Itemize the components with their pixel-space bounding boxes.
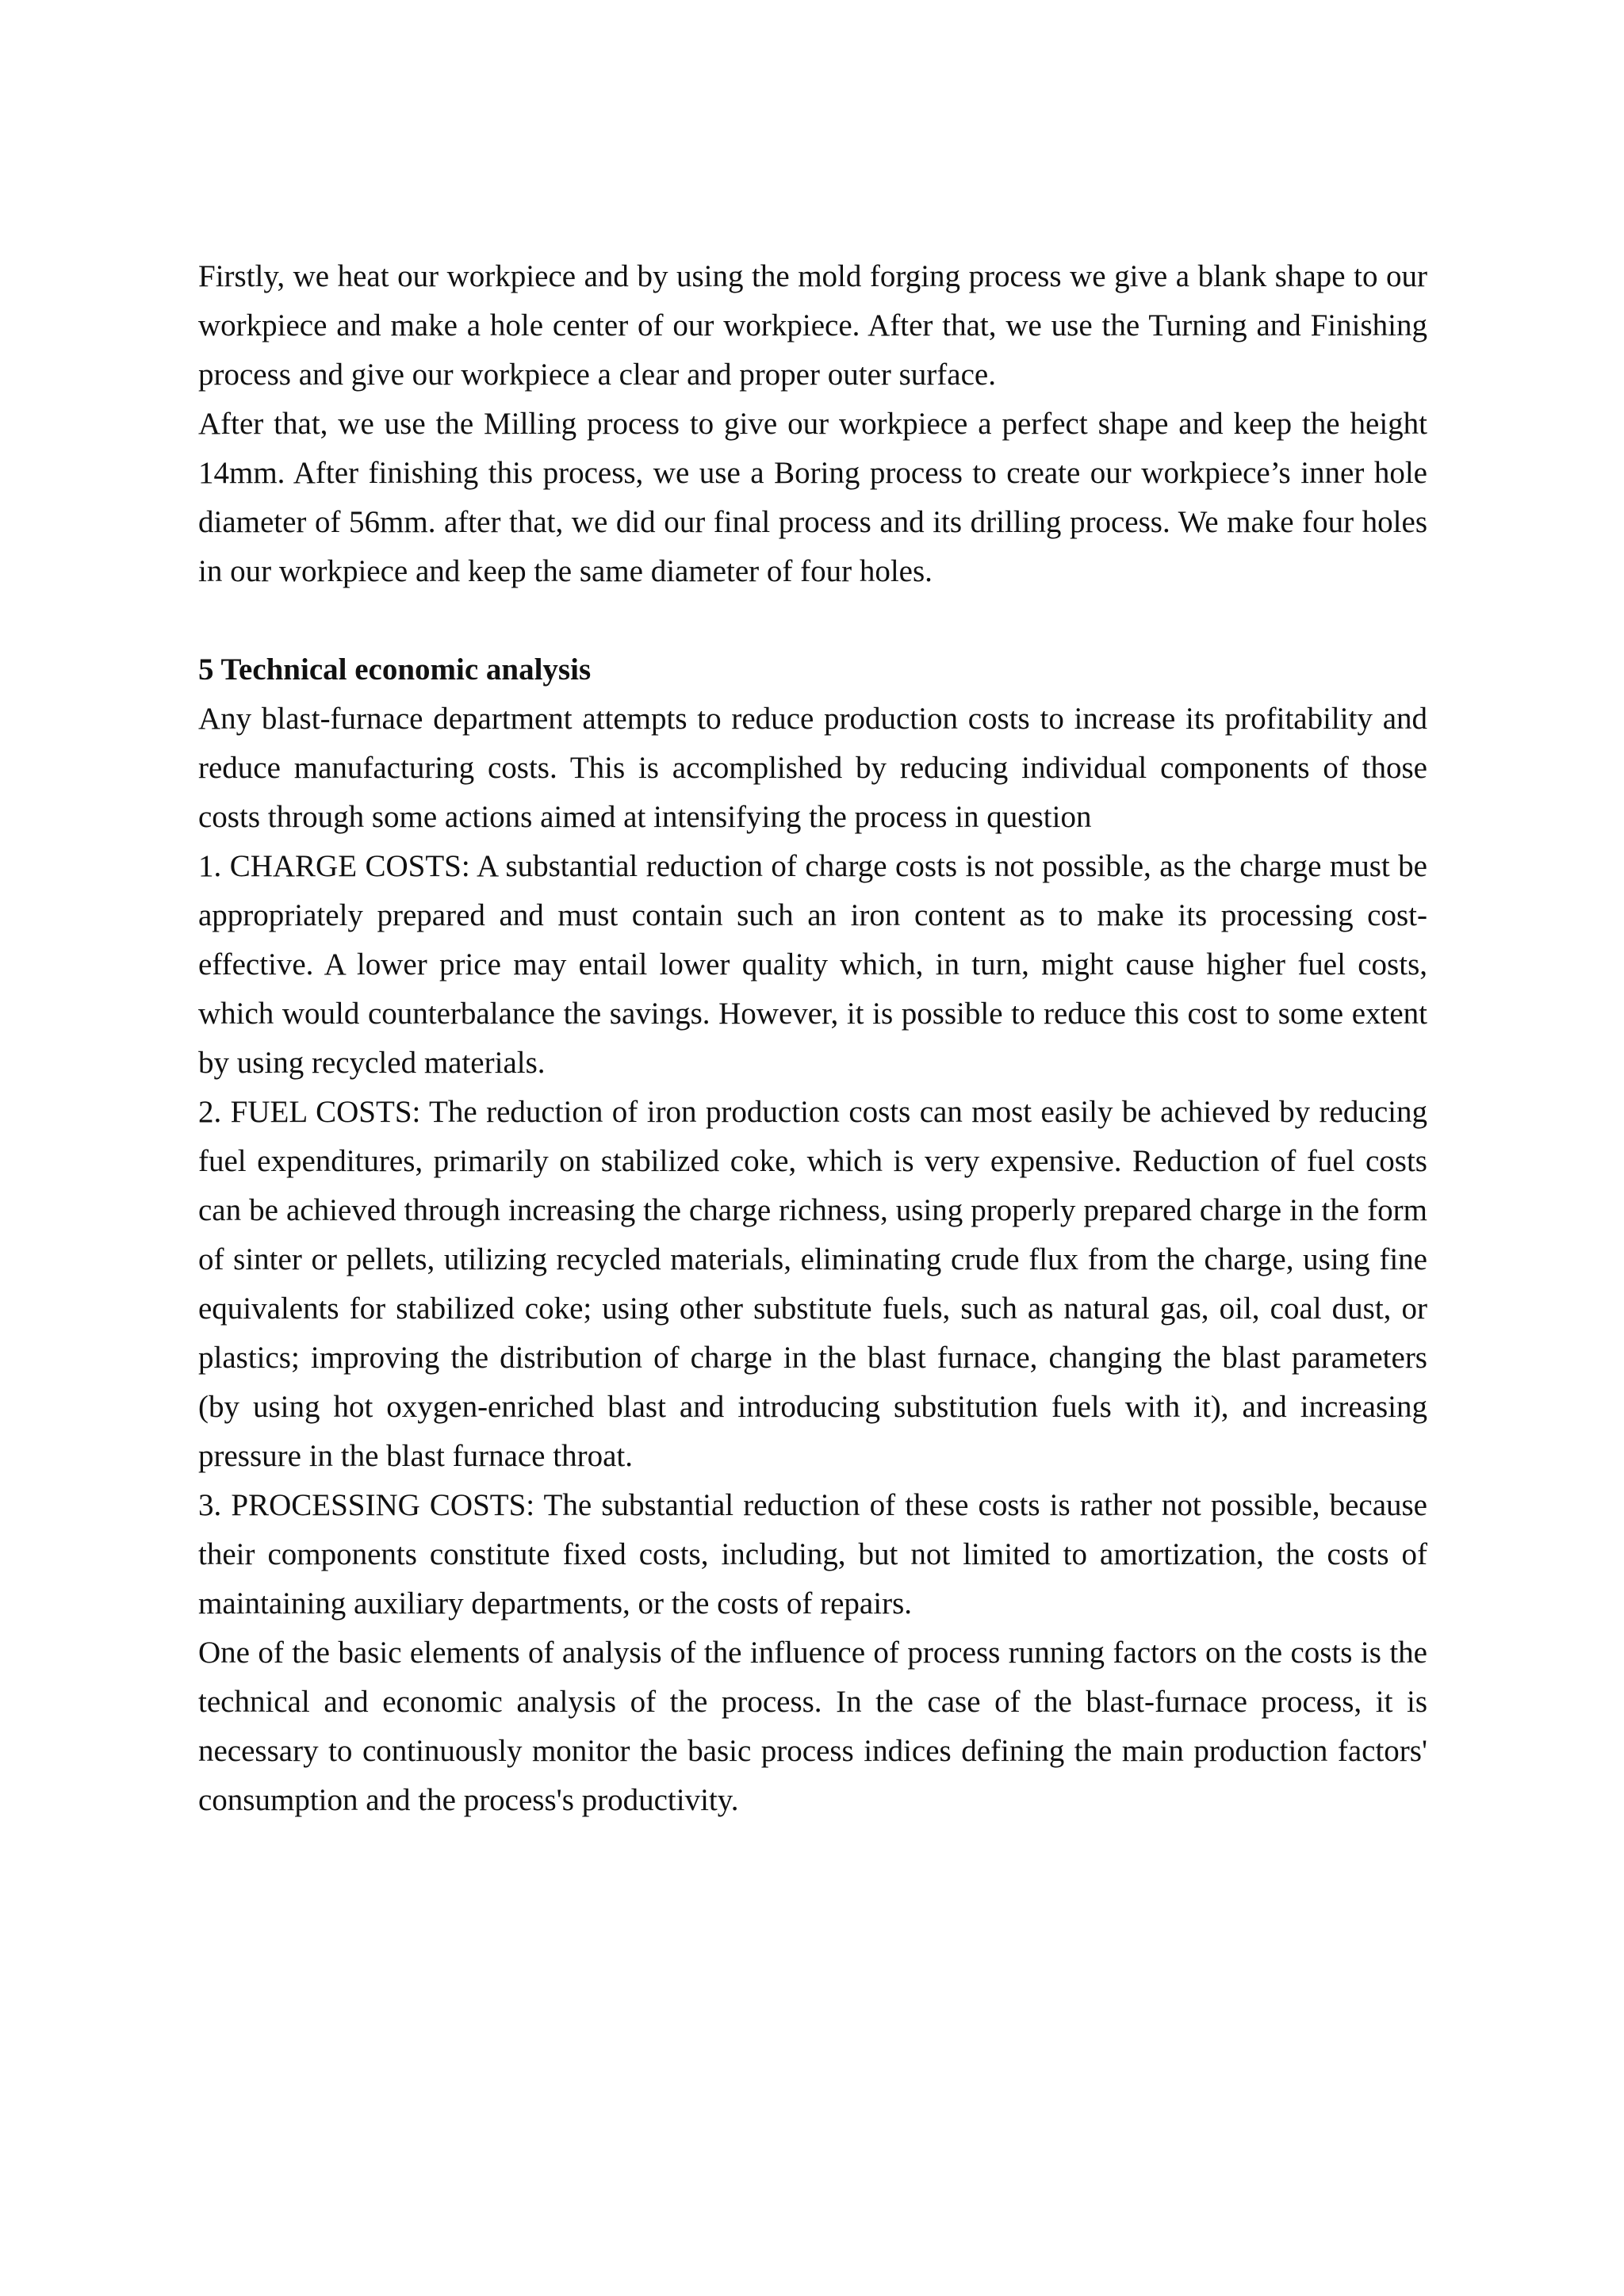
paragraph-processing-costs: 3. PROCESSING COSTS: The substantial reduction of these costs is rather not possible, because their components constitute fixed costs, including, but not limited to amortization, the costs of maintaining auxiliary departments, or the costs of repairs.: [198, 1488, 1427, 1621]
paragraph-charge-costs: 1. CHARGE COSTS: A substantial reduction of charge costs is not possible, as the charge must be appropriately prepared and must contain such an iron content as to make its processing cost-effective. A lower price may entail lower quality which, in turn, might cause higher fuel costs, which would counterbalance the savings. However, it is possible to reduce this cost to some extent by using recycled materials.: [198, 849, 1427, 1080]
paragraph-technical-economic-analysis: One of the basic elements of analysis of the influence of process running factors on the costs is the technical and economic analysis of the process. In the case of the blast-furnace process, it is necessary to continuously monitor the basic process indices defining the main production factors' consumption and the process's productivity.: [198, 1636, 1427, 1817]
paragraph-cost-reduction-intro: Any blast-furnace department attempts to reduce production costs to increase its profitability and reduce manufacturing costs. This is accomplished by reducing individual components of those costs through some actions aimed at intensifying the process in question: [198, 702, 1427, 834]
paragraph-forging-turning: Firstly, we heat our workpiece and by using the mold forging process we give a blank shape to our workpiece and make a hole center of our workpiece. After that, we use the Turning and Finishing process and give our workpiece a clear and proper outer surface.: [198, 259, 1427, 392]
paragraph-spacer: [198, 596, 1427, 645]
document-page: [198, 252, 1427, 1825]
section-heading: 5 Technical economic analysis: [198, 652, 592, 687]
paragraph-fuel-costs: 2. FUEL COSTS: The reduction of iron production costs can most easily be achieved by reducing fuel expenditures, primarily on stabilized coke, which is very expensive. Reduction of fuel costs can be achieved through increasing the charge richness, using properly prepared charge in the form of sinter or pellets, utilizing recycled materials, eliminating crude flux from the charge, using fine equivalents for stabilized coke; using other substitute fuels, such as natural gas, oil, coal dust, or plastics; improving the distribution of charge in the blast furnace, changing the blast parameters (by using hot oxygen-enriched blast and introducing substitution fuels with it), and increasing pressure in the blast furnace throat.: [198, 1095, 1427, 1473]
paragraph-milling-boring-drilling: After that, we use the Milling process to give our workpiece a perfect shape and keep the height 14mm. After finishing this process, we use a Boring process to create our workpiece’s inner hole diameter of 56mm. after that, we did our final process and its drilling process. We make four holes in our workpiece and keep the same diameter of four holes.: [198, 407, 1427, 588]
